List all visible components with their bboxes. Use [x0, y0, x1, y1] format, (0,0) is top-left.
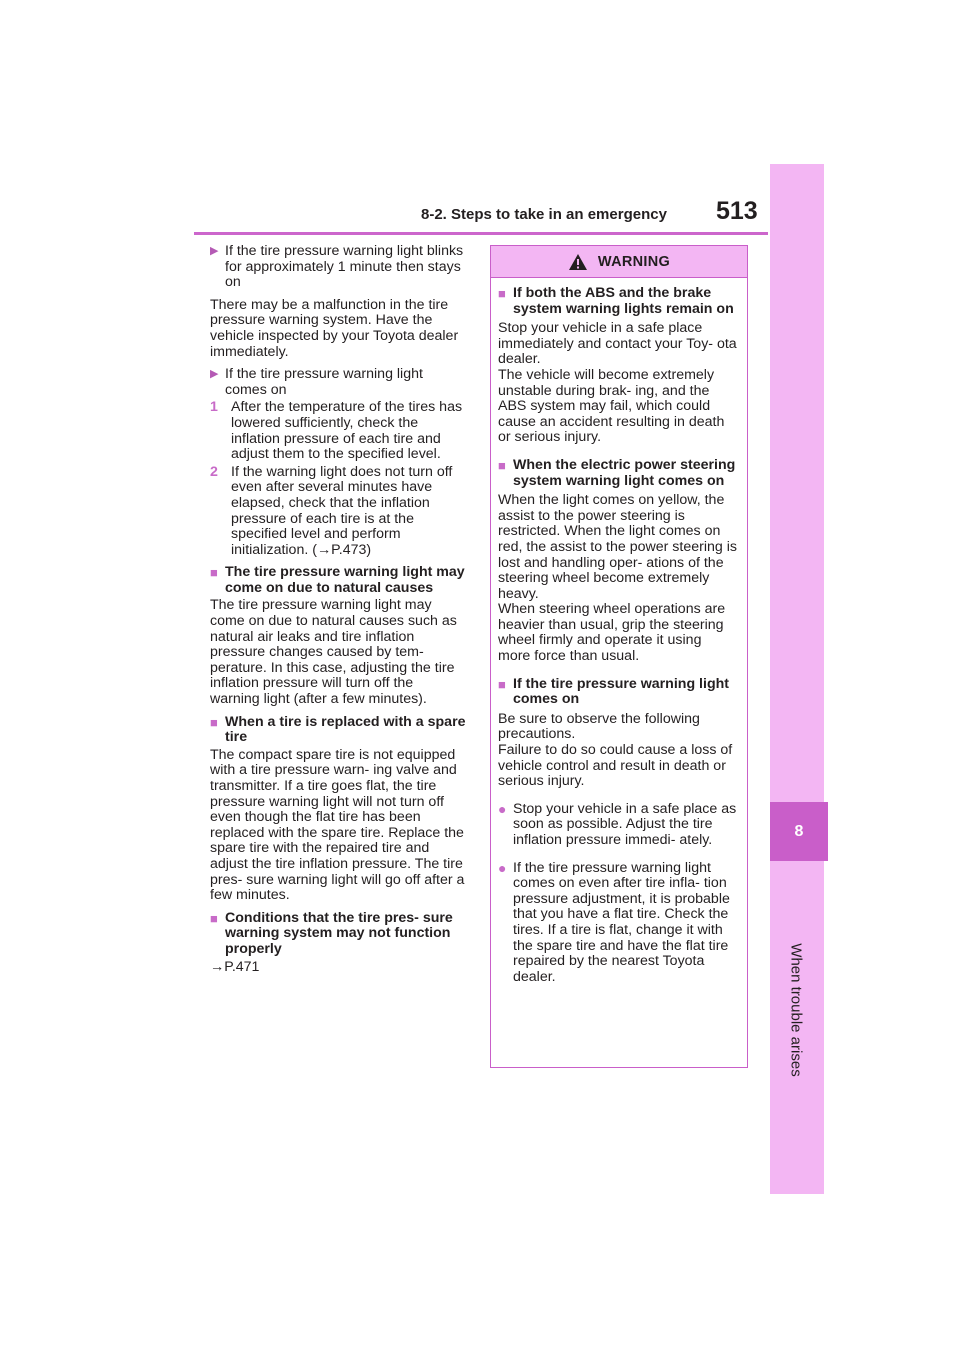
warning-section-tpws: ■ If the tire pressure warning light comes on: [498, 675, 729, 708]
eps-paragraph-2: When steering wheel operations are heavier than usual, grip the steering wheel firmly and operate it using more force than usual.: [498, 601, 726, 665]
spare-paragraph: The compact spare tire is not equipped with a tire pressure warn- ing valve and transmitter. If a tire goes flat, the tire pressure warning light will not turn off even though the flat tire has been replaced with the spare tire. Replace the spare tire with the repaired tire and adjust the tire inflation pressure. The tire pres- sure warning light will go off after a few minutes.: [210, 746, 465, 904]
warning-section-eps: ■ When the electric power steering system warning light comes on: [498, 456, 736, 489]
warning-triangle-icon: [568, 253, 588, 271]
header-divider: [194, 232, 768, 235]
sub-item-comes-on-heading: ▶ If the tire pressure warning light comes on: [210, 366, 423, 398]
sub-item-blink-heading: ▶ If the tire pressure warning light blinks for approximately 1 minute then stays on: [210, 243, 464, 291]
page-number: 513: [716, 197, 758, 225]
abs-paragraph-1: Stop your vehicle in a safe place immediately and contact your Toy- ota dealer.: [498, 320, 737, 368]
square-bullet-icon: ■: [210, 565, 218, 581]
square-bullet-icon: ■: [210, 714, 218, 730]
section-spare-tire: ■ When a tire is replaced with a spare tire: [210, 713, 466, 746]
blink-paragraph: There may be a malfunction in the tire pressure warning system. Have the vehicle inspected by your Toyota dealer immediately.: [210, 296, 459, 360]
tpws-paragraph-2: Failure to do so could cause a loss of vehicle control and result in death or serious injury.: [498, 742, 733, 790]
triangle-pointer-icon: ▶: [210, 245, 219, 257]
section-natural-causes: ■ The tire pressure warning light may come on due to natural causes: [210, 564, 465, 596]
warning-body: [491, 278, 747, 985]
step-2: 2 If the warning light does not turn off even after several minutes have elapsed, check that the inflation pressure of each tire is at the specified level and perform initialization. (→P.473): [210, 463, 453, 558]
square-bullet-icon: ■: [498, 286, 506, 301]
circle-bullet-icon: ●: [498, 800, 507, 817]
tpws-paragraph-1: Be sure to observe the following precautions.: [498, 710, 700, 743]
natural-paragraph: The tire pressure warning light may come on due to natural causes such as natural air leaks and tire inflation pressure changes caused by tem- perature. In this case, adjusting the tire inflation pressure will turn off the warning light (after a few minutes).: [210, 597, 457, 708]
warning-header: [491, 246, 747, 278]
section-title: 8-2. Steps to take in an emergency: [421, 206, 667, 223]
square-bullet-icon: ■: [498, 457, 506, 473]
page-reference-link[interactable]: →P.471: [210, 958, 260, 975]
circle-bullet-icon: ●: [498, 859, 507, 876]
warning-box: [490, 245, 748, 1068]
warning-bullet-1: ● Stop your vehicle in a safe place as soon as possible. Adjust the tire inflation pressure immedi- ately.: [498, 800, 737, 848]
left-column: [210, 244, 466, 982]
step-1: 1 After the temperature of the tires has lowered sufficiently, check the inflation pressure of each tire and adjust them to the specified level.: [210, 399, 463, 463]
triangle-pointer-icon: ▶: [210, 368, 219, 381]
section-conditions: ■ Conditions that the tire pres- sure warning system may not function properly: [210, 909, 453, 957]
warning-bullet-2: ● If the tire pressure warning light comes on even after tire infla- tion pressure adjustment, it is probable that you have a flat tire. Check the tires. If a tire is flat, change it with the spare tire and have the flat tire repaired by the nearest Toyota dealer.: [498, 859, 730, 985]
step-number: 1: [210, 399, 218, 416]
square-bullet-icon: ■: [498, 676, 506, 692]
eps-paragraph-1: When the light comes on yellow, the assist to the power steering is restricted. When the light comes on red, the assist to the power steering is lost and handling oper- ations of the steering wheel become extremely heavy.: [498, 492, 737, 602]
chapter-number-badge: 8: [770, 802, 828, 861]
chapter-title-label: When trouble arises: [787, 943, 805, 1077]
step-number: 2: [210, 463, 218, 480]
warning-section-abs: ■ If both the ABS and the brake system warning lights remain on: [498, 285, 734, 317]
abs-paragraph-2: The vehicle will become extremely unstable during brak- ing, and the ABS system may fail, which could cause an accident resulting in death or serious injury.: [498, 366, 725, 446]
square-bullet-icon: ■: [210, 910, 218, 926]
warning-title: WARNING: [597, 253, 671, 270]
